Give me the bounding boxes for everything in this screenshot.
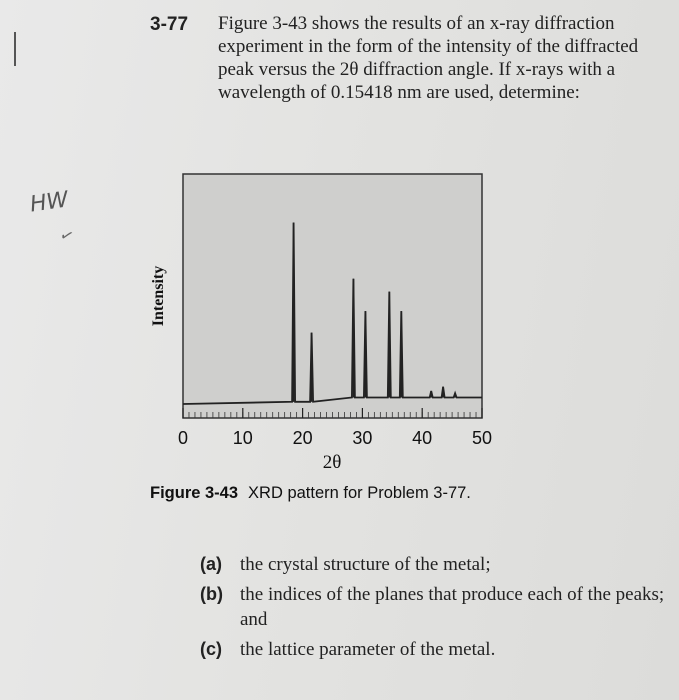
figure-caption (150, 484, 471, 503)
figure-caption-text: XRD pattern for Problem 3-77. (248, 484, 471, 502)
problem-statement: Figure 3-43 shows the results of an x-ray diffraction experiment in the form of the intensity of the diffracted peak versus the 2θ diffraction angle. If x-rays with a wavelength of 0.15418 nm are used, determine: (218, 13, 639, 103)
figure-label: Figure 3-43 (150, 484, 239, 502)
y-axis-label: Intensity (150, 265, 167, 327)
part-label: (a) (200, 554, 222, 574)
plot-area (183, 174, 482, 418)
x-tick-label: 40 (412, 428, 433, 448)
x-tick-label: 0 (177, 428, 189, 448)
xrd-chart (140, 168, 520, 476)
part-text: the crystal structure of the metal; (240, 554, 491, 575)
part-text: the lattice parameter of the metal. (240, 639, 496, 660)
question-part (200, 582, 670, 632)
part-label: (b) (200, 584, 223, 604)
part-label: (c) (200, 639, 222, 659)
question-part (200, 637, 670, 662)
x-tick-label: 20 (292, 428, 313, 448)
question-parts (200, 552, 670, 667)
x-tick-label: 50 (471, 428, 493, 448)
x-tick-labels (178, 428, 492, 448)
question-part (200, 552, 670, 577)
problem-number: 3-77 (150, 14, 189, 35)
handwritten-check-mark: ✓ (57, 226, 76, 247)
handwritten-hw-note: HW (28, 187, 70, 218)
margin-pen-line (14, 32, 16, 66)
x-axis-label: 2θ (322, 452, 342, 473)
x-tick-label: 10 (232, 428, 253, 448)
x-tick-label: 30 (352, 428, 373, 448)
part-text: the indices of the planes that produce each of the peaks; and (240, 584, 665, 630)
